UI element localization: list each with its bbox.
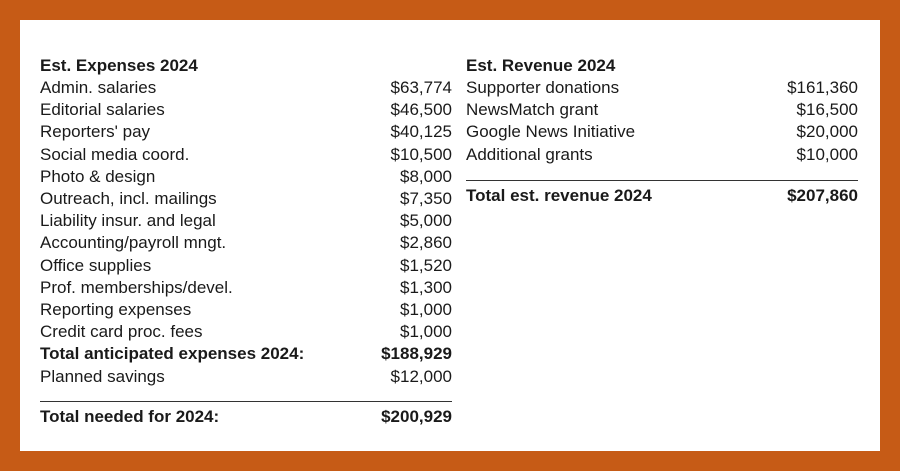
total-needed-label: Total needed for 2024: [40, 406, 220, 426]
expense-label: Social media coord. [40, 144, 190, 164]
revenue-label: Google News Initiative [466, 122, 636, 142]
revenue-label: Additional grants [466, 144, 593, 164]
total-revenue-label: Total est. revenue 2024 [466, 185, 652, 205]
expense-amount: $40,125 [390, 122, 452, 142]
budget-panel [20, 20, 880, 451]
expense-row [40, 277, 452, 299]
revenue-divider [466, 180, 858, 181]
expense-row [40, 166, 452, 188]
total-revenue-row [466, 185, 858, 207]
revenue-amount: $161,360 [787, 78, 858, 97]
expense-label: Photo & design [40, 166, 156, 186]
expense-row [40, 99, 452, 121]
expense-row [40, 299, 452, 321]
revenue-heading: Est. Revenue 2024 [466, 56, 616, 75]
revenue-label: NewsMatch grant [466, 100, 599, 120]
expense-row [40, 77, 452, 99]
revenue-amount: $16,500 [796, 100, 858, 120]
expense-amount: $1,000 [400, 300, 452, 320]
expense-amount: $8,000 [400, 166, 452, 186]
expense-amount: $10,500 [390, 144, 452, 164]
total-needed-row [40, 406, 452, 428]
revenue-row [466, 121, 858, 143]
expenses-column [40, 55, 452, 428]
expense-label: Prof. memberships/devel. [40, 277, 233, 297]
expense-label: Office supplies [40, 255, 152, 275]
expense-label: Editorial salaries [40, 100, 165, 120]
expense-amount: $2,860 [400, 233, 452, 253]
revenue-label: Supporter donations [466, 78, 620, 97]
expense-amount: $1,300 [400, 277, 452, 297]
expense-row [40, 255, 452, 277]
total-needed-amount: $200,929 [381, 406, 452, 426]
planned-savings-amount: $12,000 [390, 366, 452, 386]
expenses-divider [40, 401, 452, 402]
expenses-heading: Est. Expenses 2024 [40, 56, 198, 75]
expense-amount: $5,000 [400, 211, 452, 231]
total-anticipated-label: Total anticipated expenses 2024: [40, 344, 305, 364]
expense-label: Credit card proc. fees [40, 322, 203, 342]
revenue-amount: $20,000 [796, 122, 858, 142]
expense-row [40, 321, 452, 343]
expenses-list [40, 77, 452, 343]
expense-amount: $63,774 [390, 78, 452, 97]
expense-row [40, 121, 452, 143]
total-revenue-amount: $207,860 [787, 185, 858, 205]
expense-label: Outreach, incl. mailings [40, 189, 217, 209]
planned-savings-row [40, 366, 452, 388]
expense-label: Reporters' pay [40, 122, 151, 142]
revenue-row [466, 99, 858, 121]
expense-row [40, 144, 452, 166]
expense-amount: $1,520 [400, 255, 452, 275]
expense-amount: $46,500 [390, 100, 452, 120]
revenue-column [466, 55, 858, 207]
planned-savings-label: Planned savings [40, 366, 165, 386]
revenue-row [466, 144, 858, 166]
expense-label: Reporting expenses [40, 300, 192, 320]
revenue-list [466, 77, 858, 166]
expense-amount: $1,000 [400, 322, 452, 342]
expense-label: Accounting/payroll mngt. [40, 233, 227, 253]
total-anticipated-amount: $188,929 [381, 344, 452, 364]
expense-label: Admin. salaries [40, 78, 157, 97]
expense-row [40, 210, 452, 232]
revenue-row [466, 77, 858, 99]
expense-row [40, 188, 452, 210]
revenue-amount: $10,000 [796, 144, 858, 164]
expense-amount: $7,350 [400, 189, 452, 209]
total-anticipated-row [40, 343, 452, 365]
expense-label: Liability insur. and legal [40, 211, 216, 231]
expense-row [40, 232, 452, 254]
